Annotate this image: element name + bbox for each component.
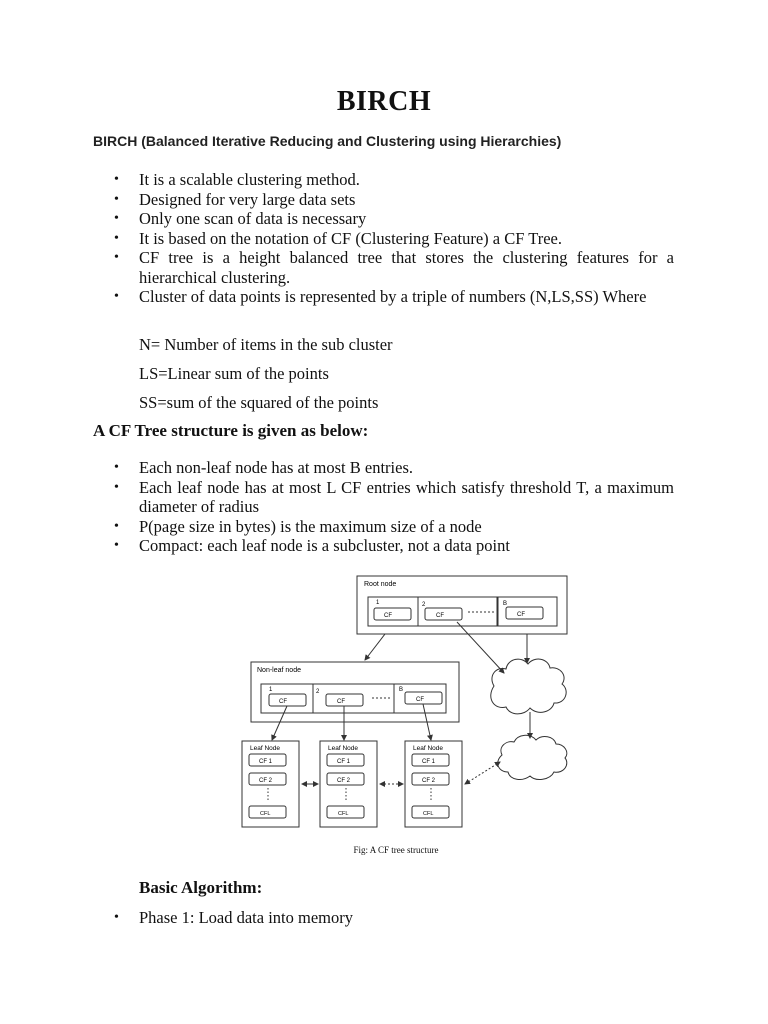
non-leaf-entry-b: B	[399, 687, 404, 693]
non-leaf-cf-2: CF	[337, 699, 345, 705]
bullet-icon: •	[114, 518, 119, 534]
root-entry-b: B	[503, 601, 508, 607]
list-item: • Designed for very large data sets	[114, 189, 356, 209]
bullet-icon: •	[114, 172, 119, 187]
definition-n: N= Number of items in the sub cluster	[139, 335, 393, 354]
leaf-node-label: Leaf Node	[328, 745, 358, 752]
list-item: • Only one scan of data is necessary	[114, 209, 367, 228]
bullet-icon: •	[114, 211, 119, 226]
leaf-cf2: CF 2	[337, 778, 351, 784]
leaf-cf2: CF 2	[422, 778, 436, 784]
leaf-node-label: Leaf Node	[250, 745, 280, 752]
arrow-root-to-nonleaf	[365, 634, 385, 660]
list-item: • Each leaf node has at most L CF entries which satisfy threshold T, a maximum diameter of radius	[114, 477, 674, 516]
cloud-shape	[498, 735, 567, 779]
cloud-shape	[491, 659, 566, 714]
subtitle: BIRCH (Balanced Iterative Reducing and Clustering using Hierarchies)	[93, 133, 562, 149]
algorithm-list	[114, 908, 674, 928]
list-item: • Compact: each leaf node is a subcluster, not a data point	[114, 536, 510, 555]
definition-ls: LS=Linear sum of the points	[139, 364, 329, 383]
cf-tree-diagram	[232, 570, 577, 835]
arrow-leaf3-cloud	[465, 762, 500, 784]
list-item: • Phase 1: Load data into memory	[114, 908, 353, 927]
root-cf-b: CF	[517, 612, 525, 618]
bullet-icon: •	[114, 230, 119, 246]
root-cf-2: CF	[436, 613, 444, 619]
section-heading: A CF Tree structure is given as below:	[93, 421, 369, 440]
root-entry-1: 1	[376, 600, 380, 606]
non-leaf-entry-2: 2	[316, 689, 320, 695]
root-node-label: Root node	[364, 581, 397, 588]
bullet-icon: •	[114, 191, 119, 207]
root-entry-2: 2	[422, 602, 426, 608]
leaf-node-3	[405, 741, 462, 827]
bullet-icon: •	[114, 460, 119, 475]
non-leaf-node-label: Non-leaf node	[257, 667, 301, 674]
algorithm-heading: Basic Algorithm:	[139, 878, 263, 897]
page-title: BIRCH	[336, 86, 432, 117]
leaf-cf1: CF 1	[259, 759, 273, 765]
leaf-cfl: CFL	[260, 811, 271, 817]
figure-caption: Fig: A CF tree structure	[353, 845, 439, 855]
root-node	[357, 576, 567, 634]
leaf-cfl: CFL	[338, 811, 349, 817]
non-leaf-cf-1: CF	[279, 699, 287, 705]
leaf-cf2: CF 2	[259, 778, 273, 784]
bullet-icon: •	[114, 910, 119, 925]
bullet-icon: •	[114, 289, 119, 304]
bullet-icon: •	[114, 479, 119, 495]
leaf-node-1	[242, 741, 299, 827]
feature-list	[114, 170, 674, 307]
leaf-node-label: Leaf Node	[413, 745, 443, 752]
list-item: • It is based on the notation of CF (Clustering Feature) a CF Tree.	[114, 228, 562, 248]
leaf-node-2	[320, 741, 377, 827]
list-item: • P(page size in bytes) is the maximum size of a node	[114, 516, 482, 536]
root-cf-1: CF	[384, 613, 392, 619]
leaf-cf1: CF 1	[422, 759, 436, 765]
list-item: • Cluster of data points is represented by a triple of numbers (N,LS,SS) Where	[114, 287, 647, 306]
definition-ss: SS=sum of the squared of the points	[139, 393, 379, 412]
list-item: • It is a scalable clustering method.	[114, 170, 360, 189]
cf-tree-properties-list	[114, 458, 674, 556]
bullet-icon: •	[114, 538, 119, 553]
non-leaf-node	[251, 662, 459, 722]
leaf-cf1: CF 1	[337, 759, 351, 765]
non-leaf-entry-1: 1	[269, 687, 273, 693]
list-item: • Each non-leaf node has at most B entries.	[114, 458, 413, 477]
bullet-icon: •	[114, 250, 119, 265]
list-item: • CF tree is a height balanced tree that stores the clustering features for a hierarchical clustering.	[114, 248, 674, 287]
non-leaf-cf-b: CF	[416, 697, 424, 703]
leaf-cfl: CFL	[423, 811, 434, 817]
